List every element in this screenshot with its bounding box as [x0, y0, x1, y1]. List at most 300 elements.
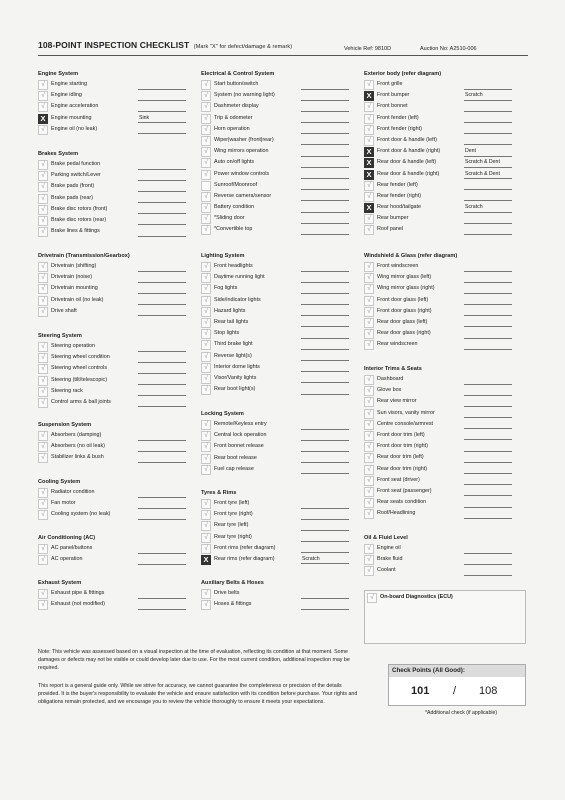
checklist-row	[364, 124, 524, 135]
check-checkbox[interactable]: √	[38, 488, 48, 498]
defect-checkbox[interactable]: X	[364, 91, 374, 101]
remark-line	[464, 518, 512, 519]
section-exterior	[364, 70, 524, 236]
item-label: Centre console/armrest	[377, 420, 434, 427]
item-label: Front bumper	[377, 92, 410, 99]
check-checkbox[interactable]: √	[364, 386, 374, 396]
check-checkbox[interactable]: √	[38, 102, 48, 112]
check-checkbox[interactable]: √	[201, 284, 211, 294]
defect-checkbox[interactable]: X	[201, 555, 211, 565]
check-checkbox[interactable]: √	[364, 465, 374, 475]
checklist-row	[201, 339, 361, 350]
checklist-row	[38, 159, 198, 170]
checklist-row	[38, 226, 198, 237]
item-label: Rear door & handle (left)	[377, 159, 437, 166]
checklist-row	[201, 328, 361, 339]
item-label: AC operation	[51, 556, 83, 563]
check-checkbox[interactable]: √	[201, 533, 211, 543]
check-checkbox[interactable]: √	[364, 136, 374, 146]
check-checkbox[interactable]: √	[201, 225, 211, 235]
checklist-row	[364, 169, 524, 180]
checklist-row	[201, 351, 361, 362]
item-label: Side/indicator lights	[214, 296, 261, 303]
checklist-row	[38, 113, 198, 124]
check-checkbox[interactable]: √	[201, 214, 211, 224]
check-checkbox[interactable]: √	[201, 352, 211, 362]
checklist-row	[38, 498, 198, 509]
checklist-row	[38, 430, 198, 441]
checklist-row	[38, 79, 198, 90]
check-checkbox[interactable]: √	[201, 114, 211, 124]
check-checkbox[interactable]: √	[38, 284, 48, 294]
section-title-windshield: Windshield & Glass (refer diagram)	[364, 253, 458, 259]
check-checkbox[interactable]: √	[38, 453, 48, 463]
check-checkbox[interactable]: √	[201, 442, 211, 452]
checklist-row	[364, 90, 524, 101]
checklist-row	[201, 441, 361, 452]
remark-line	[464, 234, 512, 235]
check-checkbox[interactable]: √	[364, 544, 374, 554]
check-checkbox[interactable]: √	[38, 273, 48, 283]
check-checkbox[interactable]: √	[201, 374, 211, 384]
check-checkbox[interactable]: √	[364, 329, 374, 339]
remark-line	[138, 133, 186, 134]
checklist-row	[201, 464, 361, 475]
checklist-row	[364, 295, 524, 306]
checklist-row	[38, 193, 198, 204]
item-label: Front headlights	[214, 263, 253, 269]
check-checkbox[interactable]: √	[201, 296, 211, 306]
checklist-row	[364, 135, 524, 146]
check-checkbox[interactable]: √	[201, 273, 211, 283]
check-checkbox[interactable]: √	[201, 203, 211, 213]
section-auxiliary	[201, 579, 361, 610]
check-checkbox[interactable]: √	[201, 170, 211, 180]
remark-text[interactable]: Scratch & Dent	[465, 159, 500, 166]
check-checkbox[interactable]: √	[364, 192, 374, 202]
check-checkbox[interactable]: √	[38, 205, 48, 215]
checklist-row	[201, 157, 361, 168]
section-lighting	[201, 252, 361, 395]
check-checkbox[interactable]: √	[364, 102, 374, 112]
remark-line	[138, 609, 186, 610]
check-checkbox[interactable]: √	[38, 555, 48, 565]
item-label: Rear fender (right)	[377, 192, 422, 199]
check-checkbox[interactable]: √	[364, 225, 374, 235]
checklist-row	[364, 213, 524, 224]
item-label: AC panel/buttons	[51, 545, 93, 551]
check-checkbox[interactable]: √	[364, 442, 374, 452]
item-label: Brake disc rotors (front)	[51, 205, 108, 212]
item-label: Rear door glass (left)	[377, 318, 428, 325]
check-checkbox[interactable]: √	[364, 397, 374, 407]
checklist-row	[364, 543, 524, 554]
checklist-row	[201, 430, 361, 441]
checklist-row	[38, 341, 198, 352]
checklist-row	[364, 430, 524, 441]
checklist-row	[364, 101, 524, 112]
check-checkbox[interactable]: √	[201, 589, 211, 599]
checklist-row	[364, 464, 524, 475]
item-label: Radiator condition	[51, 489, 95, 495]
checklist-row	[201, 543, 361, 554]
check-checkbox[interactable]: √	[201, 329, 211, 339]
check-checkbox[interactable]: √	[38, 125, 48, 135]
check-checkbox[interactable]: √	[364, 555, 374, 565]
section-brakes	[38, 150, 198, 237]
check-checkbox[interactable]: √	[364, 262, 374, 272]
section-title-interior: Interior Trims & Seats	[364, 366, 422, 372]
additional-check-note: *Additional check (if applicable)	[425, 710, 498, 716]
checklist-row	[201, 419, 361, 430]
check-checkbox[interactable]: √	[364, 509, 374, 519]
checklist-row	[38, 204, 198, 215]
item-label: *Sliding door	[214, 215, 245, 222]
check-checkbox[interactable]: √	[201, 158, 211, 168]
section-exhaust	[38, 579, 198, 610]
checklist-row	[201, 213, 361, 224]
checklist-row	[38, 101, 198, 112]
item-label: Front door trim (left)	[377, 431, 425, 438]
checklist-row	[201, 261, 361, 272]
item-label: Brake pads (rear)	[51, 194, 93, 201]
checklist-row	[364, 317, 524, 328]
check-checkbox[interactable]: √	[201, 262, 211, 272]
check-checkbox[interactable]: √	[364, 114, 374, 124]
section-tyres	[201, 489, 361, 565]
check-checkbox[interactable]: √	[364, 431, 374, 441]
check-checkbox[interactable]: √	[201, 80, 211, 90]
remark-text[interactable]: Dent	[465, 148, 476, 155]
check-checkbox[interactable]: √	[364, 476, 374, 486]
item-label: Rear bumper	[377, 215, 409, 222]
section-title-lighting: Lighting System	[201, 253, 245, 259]
checklist-row	[38, 352, 198, 363]
check-checkbox[interactable]: √	[201, 147, 211, 157]
check-checkbox[interactable]: √	[201, 307, 211, 317]
item-label: Remote/Keyless entry	[214, 421, 267, 427]
checklist-row	[201, 224, 361, 235]
check-checkbox[interactable]: √	[201, 363, 211, 373]
item-label: Fog lights	[214, 285, 238, 292]
checklist-row	[364, 157, 524, 168]
check-checkbox[interactable]: √	[38, 376, 48, 386]
item-label: Reverse camera/sensor	[214, 192, 272, 199]
check-checkbox[interactable]: √	[364, 318, 374, 328]
remark-line	[138, 564, 186, 565]
remark-line	[301, 473, 349, 474]
check-checkbox[interactable]: √	[364, 307, 374, 317]
checklist-row	[38, 295, 198, 306]
section-title-electrical: Electrical & Control System	[201, 71, 275, 77]
defect-checkbox[interactable]: X	[364, 203, 374, 213]
section-title-exhaust: Exhaust System	[38, 580, 82, 586]
checklist-row	[38, 487, 198, 498]
check-checkbox[interactable]: √	[364, 566, 374, 576]
section-windshield	[364, 252, 524, 351]
item-label: Horn operation	[214, 125, 250, 132]
check-checkbox[interactable]: √	[38, 171, 48, 181]
check-checkbox[interactable]: √	[201, 499, 211, 509]
item-label: Roof panel	[377, 226, 404, 233]
check-checkbox[interactable]: √	[201, 454, 211, 464]
item-label: Front grille	[377, 81, 403, 87]
remark-line	[301, 394, 349, 395]
auction-number: Auction No: A2510-006	[420, 46, 477, 52]
check-checkbox[interactable]: √	[38, 353, 48, 363]
checklist-row	[364, 146, 524, 157]
check-checkbox[interactable]: √	[201, 544, 211, 554]
checklist-row	[201, 498, 361, 509]
check-checkbox[interactable]: √	[38, 194, 48, 204]
check-checkbox[interactable]: √	[364, 181, 374, 191]
check-checkbox[interactable]: √	[364, 409, 374, 419]
checklist-row	[364, 441, 524, 452]
check-checkbox[interactable]: √	[38, 544, 48, 554]
item-label: Cooling system (no leak)	[51, 511, 111, 518]
check-checkbox[interactable]: √	[201, 521, 211, 531]
report-title-text: 108-POINT INSPECTION CHECKLIST	[38, 40, 190, 50]
checklist-row	[364, 408, 524, 419]
checklist-row	[38, 375, 198, 386]
section-title-auxiliary: Auxiliary Belts & Hoses	[201, 580, 264, 586]
item-label: Front rims (refer diagram)	[214, 544, 276, 551]
check-checkbox[interactable]: √	[38, 307, 48, 317]
item-label: Front fender (right)	[377, 125, 422, 132]
checklist-row	[364, 339, 524, 350]
item-label: Rear tail lights	[214, 318, 249, 325]
item-label: Coolant	[377, 567, 396, 574]
check-checkbox[interactable]: √	[38, 227, 48, 237]
item-label: *Convertible top	[214, 226, 253, 233]
item-label: Front door & handle (right)	[377, 148, 441, 155]
remark-line	[301, 609, 349, 610]
remark-text[interactable]: Scratch & Dent	[465, 170, 500, 177]
item-label: Central lock operation	[214, 432, 267, 439]
checklist-row	[364, 113, 524, 124]
check-checkbox[interactable]: √	[201, 91, 211, 101]
item-label: Rear door trim (right)	[377, 465, 428, 472]
item-label: Reverse light(s)	[214, 352, 252, 359]
ecu-checkbox[interactable]: √	[367, 593, 377, 603]
check-checkbox[interactable]: √	[38, 442, 48, 452]
check-checkbox[interactable]: √	[201, 600, 211, 610]
item-label: Rear door & handle (right)	[377, 170, 440, 177]
check-checkbox[interactable]: √	[38, 216, 48, 226]
checklist-row	[38, 306, 198, 317]
check-checkbox[interactable]: √	[201, 192, 211, 202]
section-steering	[38, 332, 198, 408]
checklist-row	[364, 202, 524, 213]
item-label: Dashboard	[377, 376, 404, 382]
check-checkbox[interactable]: √	[201, 431, 211, 441]
check-checkbox[interactable]: √	[364, 453, 374, 463]
checkpoints-count: 101	[411, 685, 430, 697]
section-title-brakes: Brakes System	[38, 151, 79, 157]
checklist-row	[201, 202, 361, 213]
item-label: Exhaust pipe & fittings	[51, 590, 105, 596]
item-label: Auto on/off lights	[214, 159, 255, 166]
item-label: Brake fluid	[377, 556, 403, 563]
checkpoints-total: 108	[479, 685, 498, 697]
item-label: Rear tyre (left)	[214, 522, 249, 529]
checkpoints-title: Check Points (All Good):	[389, 665, 525, 677]
item-label: Rear view mirror	[377, 398, 417, 405]
checklist-row	[364, 191, 524, 202]
checklist-row	[201, 306, 361, 317]
item-label: System (no warning light)	[214, 92, 275, 99]
remark-line	[138, 519, 186, 520]
item-label: Drive shaft	[51, 307, 77, 314]
checklist-row	[364, 486, 524, 497]
item-label: Battery condition	[214, 204, 255, 211]
check-checkbox[interactable]: √	[38, 589, 48, 599]
item-label: Front bonnet release	[214, 443, 264, 450]
check-checkbox[interactable]: √	[38, 91, 48, 101]
check-checkbox[interactable]: √	[38, 262, 48, 272]
check-checkbox[interactable]: √	[364, 284, 374, 294]
section-title-locking: Locking System	[201, 411, 244, 417]
item-label: Steering wheel condition	[51, 354, 110, 361]
section-aircon	[38, 534, 198, 565]
item-label: Exhaust (not modified)	[51, 601, 105, 608]
check-checkbox[interactable]: √	[201, 318, 211, 328]
checklist-row	[38, 543, 198, 554]
item-label: Steering (tilt/telescopic)	[51, 376, 108, 383]
check-checkbox[interactable]	[201, 181, 211, 191]
remark-line	[138, 236, 186, 237]
checklist-row	[38, 554, 198, 565]
item-label: Front bonnet	[377, 103, 408, 110]
check-checkbox[interactable]: √	[38, 510, 48, 520]
item-label: Start button/switch	[214, 81, 259, 87]
check-checkbox[interactable]: √	[364, 498, 374, 508]
ecu-label: On-board Diagnostics (ECU)	[380, 594, 453, 600]
checklist-row	[38, 588, 198, 599]
checklist-row	[364, 497, 524, 508]
check-checkbox[interactable]: √	[201, 420, 211, 430]
section-title-steering: Steering System	[38, 333, 82, 339]
check-checkbox[interactable]: √	[38, 160, 48, 170]
remark-text[interactable]: Scratch	[465, 204, 483, 211]
item-label: Absorbers (damping)	[51, 432, 102, 438]
item-label: Front fender (left)	[377, 114, 419, 121]
check-checkbox[interactable]: √	[201, 340, 211, 350]
check-checkbox[interactable]: √	[201, 136, 211, 146]
checklist-row	[201, 135, 361, 146]
check-checkbox[interactable]: √	[201, 125, 211, 135]
remark-text[interactable]: Scratch	[302, 555, 320, 562]
item-label: Sunroof/Moonroof	[214, 181, 258, 188]
defect-checkbox[interactable]: X	[38, 114, 48, 124]
checklist-row	[201, 599, 361, 610]
item-label: Front door trim (right)	[377, 443, 428, 450]
check-checkbox[interactable]: √	[364, 487, 374, 497]
remark-text[interactable]: Sink	[139, 114, 150, 121]
item-label: Fan motor	[51, 500, 76, 507]
item-label: Fuel cap release	[214, 465, 254, 472]
section-title-exterior: Exterior body (refer diagram)	[364, 71, 442, 77]
check-checkbox[interactable]: √	[364, 340, 374, 350]
check-checkbox[interactable]: √	[364, 125, 374, 135]
checklist-row	[364, 224, 524, 235]
defect-checkbox[interactable]: X	[364, 158, 374, 168]
section-electrical	[201, 70, 361, 236]
remark-line	[464, 575, 512, 576]
item-label: Glove box	[377, 387, 402, 394]
checklist-row	[201, 169, 361, 180]
check-checkbox[interactable]: √	[38, 387, 48, 397]
report-subtitle: (Mark "X" for defect/damage & remark)	[193, 44, 293, 50]
check-checkbox[interactable]: √	[201, 102, 211, 112]
check-checkbox[interactable]: √	[364, 273, 374, 283]
item-label: Front seat (passenger)	[377, 487, 432, 494]
checklist-row	[364, 261, 524, 272]
item-label: Front windscreen	[377, 263, 419, 269]
check-checkbox[interactable]: √	[38, 600, 48, 610]
check-checkbox[interactable]: √	[364, 80, 374, 90]
check-checkbox[interactable]: √	[38, 431, 48, 441]
item-label: Engine acceleration	[51, 103, 99, 110]
footer-note-visual: Note: This vehicle was assessed based on a visual inspection at the time of evaluation, reflecting its condition at that moment. Some damages or defects may not be visible or could develop later due to use. For the most current condition, additional inspection may be required.	[38, 649, 350, 672]
check-checkbox[interactable]: √	[201, 385, 211, 395]
footer-note-guide: This report is a general guide only. While we strive for accuracy, we cannot guarantee the completeness or precision of the details provided. It is the buyer's responsibility to evaluate the vehicle and ensure satisfaction with its condition before purchase. Your rights and obligations remain protected, and we encourage you to review the vehicle thoroughly to ensure it meets your expectations.	[38, 683, 358, 706]
checklist-row	[364, 328, 524, 339]
item-label: Rear boot light(s)	[214, 386, 256, 393]
item-label: Engine mounting	[51, 114, 92, 121]
check-checkbox[interactable]: √	[38, 296, 48, 306]
check-checkbox[interactable]: √	[201, 510, 211, 520]
check-checkbox[interactable]: √	[38, 499, 48, 509]
item-label: Sun visors, vanity mirror	[377, 409, 435, 416]
defect-checkbox[interactable]: X	[364, 147, 374, 157]
item-label: Trip & odometer	[214, 114, 253, 121]
remark-line	[464, 349, 512, 350]
checklist-row	[38, 272, 198, 283]
item-label: Control arms & ball joints	[51, 398, 111, 405]
check-checkbox[interactable]: √	[38, 364, 48, 374]
check-checkbox[interactable]: √	[38, 182, 48, 192]
check-checkbox[interactable]: √	[38, 80, 48, 90]
checklist-row	[201, 295, 361, 306]
section-suspension	[38, 421, 198, 464]
item-label: Steering rack	[51, 387, 83, 394]
check-checkbox[interactable]: √	[364, 420, 374, 430]
checklist-row	[38, 215, 198, 226]
checklist-row	[201, 180, 361, 191]
section-cooling	[38, 478, 198, 521]
section-title-engine: Engine System	[38, 71, 79, 77]
check-checkbox[interactable]: √	[201, 465, 211, 475]
check-checkbox[interactable]: √	[364, 214, 374, 224]
checklist-row	[364, 283, 524, 294]
checklist-row	[38, 283, 198, 294]
checklist-row	[201, 283, 361, 294]
item-label: Drivetrain mounting	[51, 285, 98, 292]
check-checkbox[interactable]: √	[38, 342, 48, 352]
check-checkbox[interactable]: √	[38, 398, 48, 408]
section-interior	[364, 365, 524, 519]
defect-checkbox[interactable]: X	[364, 170, 374, 180]
checklist-row	[364, 374, 524, 385]
item-label: Stabilizer links & bush	[51, 454, 104, 461]
check-checkbox[interactable]: √	[364, 375, 374, 385]
item-label: Drivetrain (shifting)	[51, 263, 97, 269]
ecu-row	[367, 592, 527, 603]
remark-text[interactable]: Scratch	[465, 92, 483, 99]
checklist-row	[201, 146, 361, 157]
check-checkbox[interactable]: √	[364, 296, 374, 306]
